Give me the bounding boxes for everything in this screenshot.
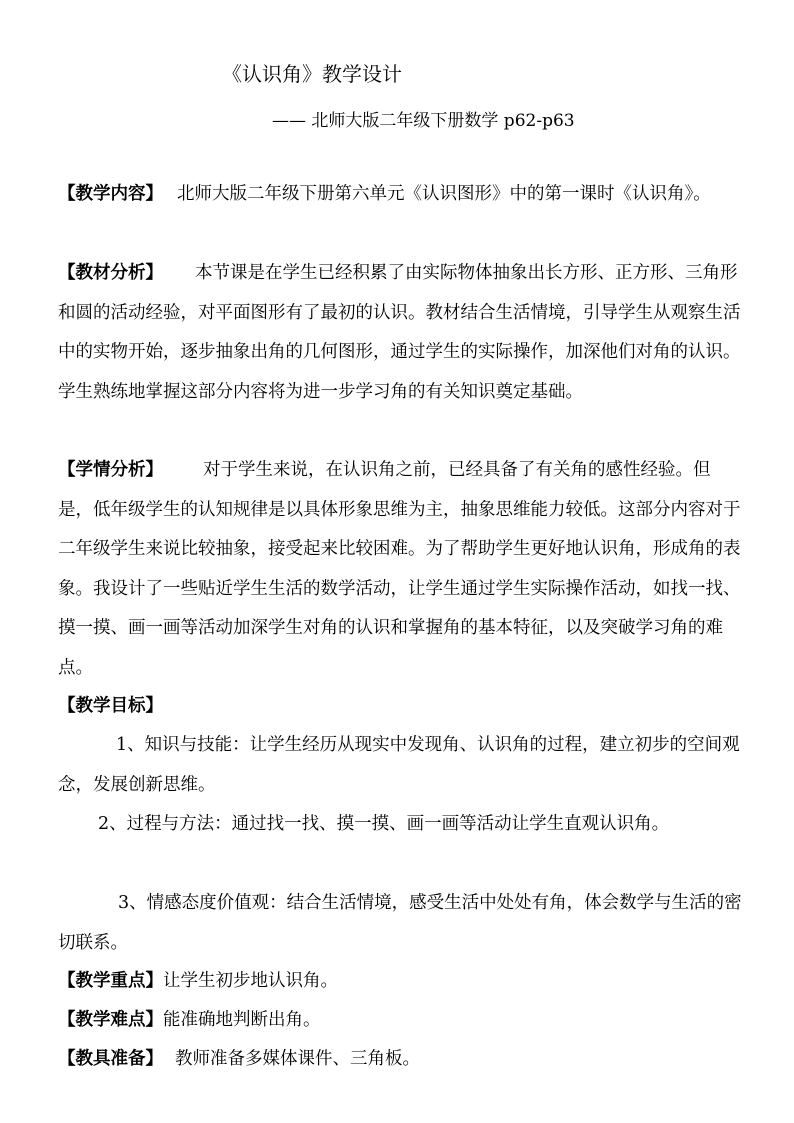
section-text: 本节课是在学生已经积累了由实际物体抽象出长方形、正方形、三角形和圆的活动经验，对平面图形有了最初的认识。教材结合生活情境，引导学生从观察生活中的实物开始，逐步抽象出角的几何图形，通过学生的实际操作，加深他们对角的认识。学生熟练地掌握这部分内容将为进一步学习角的有关知识奠定基础。 — [58, 263, 741, 402]
section-label: 【教具准备】 — [58, 1049, 163, 1069]
document-title: 《认识角》教学设计 — [222, 62, 402, 86]
goal-item-knowledge: 1、知识与技能：让学生经历从现实中发现角、认识角的过程，建立初步的空间观念，发展创新思维。 — [58, 735, 740, 795]
section-label: 【教学重点】 — [58, 971, 163, 991]
section-textbook-analysis — [58, 254, 742, 412]
section-difficult-point — [58, 1001, 742, 1041]
section-label: 【教学内容】 — [58, 184, 163, 204]
section-teaching-aids — [58, 1040, 742, 1080]
section-text: 对于学生来说，在认识角之前，已经具备了有关角的感性经验。但是，低年级学生的认知规律是以具体形象思维为主，抽象思维能力较低。这部分内容对于二年级学生来说比较抽象，接受起来比较困难。为了帮助学生更好地认识角，形成角的表象。我设计了一些贴近学生生活的数学活动，让学生通过学生实际操作活动，如找一找、摸一摸、画一画等活动加深学生对角的认识和掌握角的基本特征，以及突破学习角的难点。 — [58, 460, 741, 678]
section-label: 【教学目标】 — [58, 696, 163, 716]
goal-item-process: 2、过程与方法：通过找一找、摸一摸、画一画等活动让学生直观认识角。 — [98, 814, 670, 834]
section-label: 【教材分析】 — [58, 263, 163, 283]
section-text: 教师准备多媒体课件、三角板。 — [175, 1049, 420, 1069]
section-text: 北师大版二年级下册第六单元《认识图形》中的第一课时《认识角》。 — [177, 184, 711, 204]
section-text: 让学生初步地认识角。 — [163, 971, 338, 991]
goal-item-attitude: 3、情感态度价值观：结合生活情境，感受生活中处处有角，体会数学与生活的密切联系。 — [58, 893, 742, 953]
section-teaching-goals-heading — [58, 687, 742, 727]
section-label: 【学情分析】 — [58, 460, 163, 480]
section-teaching-content — [58, 175, 794, 215]
section-text: 能准确地判断出角。 — [163, 1010, 321, 1030]
section-student-analysis — [58, 451, 742, 688]
section-label: 【教学难点】 — [58, 1010, 163, 1030]
section-key-point — [58, 962, 742, 1002]
document-subtitle: —— 北师大版二年级下册数学 p62-p63 — [272, 111, 575, 131]
